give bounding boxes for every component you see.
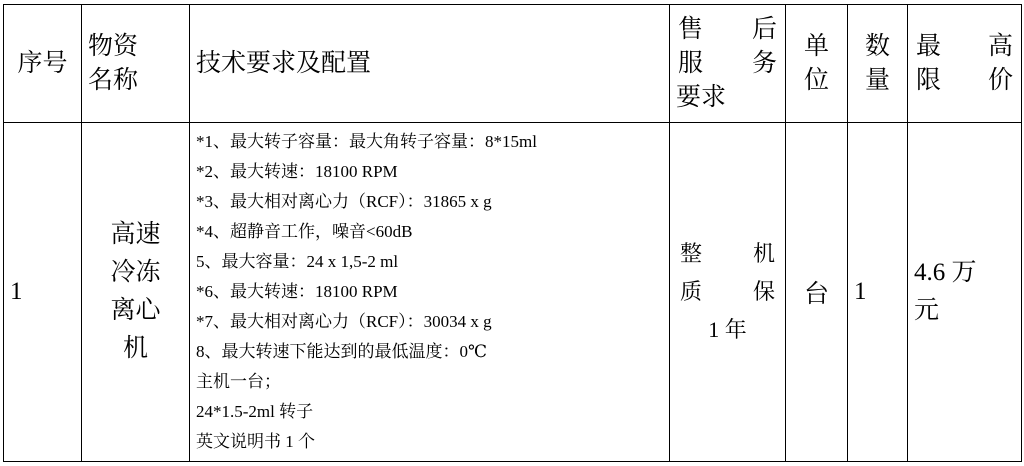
cell-unit: 台 [786,123,848,462]
item-name-line3: 离心 [110,297,161,324]
header-label-qty-line1: 数 [864,32,890,60]
header-label-max-price [914,30,1015,98]
header-cell-unit [786,5,848,123]
item-name-line1: 高速 [110,221,161,248]
header-cell-no [4,5,82,123]
header-cell-quantity [848,5,908,123]
header-label-price-line2: 限价 [916,66,1013,94]
header-label-price-line1: 最高 [916,32,1013,60]
specification-table [3,4,1022,462]
item-name-line4: 机 [122,335,148,362]
header-cell-max-price [908,5,1022,123]
max-price-stack [914,254,1015,330]
cell-technical-requirements [190,123,670,462]
after-sales-line1: 整机 [680,241,775,266]
header-label-unit-line1: 单 [803,32,829,60]
item-name-line2: 冷冻 [110,259,161,286]
tech-line-9: 主机一台； [196,372,281,391]
header-label-quantity [854,30,901,98]
table-header-row [4,5,1022,123]
tech-line-6: *6、最大转速：18100 RPM [196,282,398,301]
header-label-unit-line2: 位 [803,66,829,94]
document-page [0,4,1024,466]
after-sales-line2: 质保 [680,279,775,304]
cell-max-price [908,123,1022,462]
header-label-after-line2: 服务 [678,49,777,77]
tech-line-1: *1、最大转子容量：最大角转子容量：8*15ml [196,132,537,151]
tech-line-7: *7、最大相对离心力（RCF）：30034 x g [196,312,492,331]
tech-line-8: 8、最大转速下能达到的最低温度：0℃ [196,342,488,361]
cell-item-name [82,123,190,462]
tech-line-11: 英文说明书 1 个 [196,432,315,451]
header-label-name-line2: 名称 [88,66,139,94]
max-price-line2: 元 [914,297,940,324]
cell-row-number: 1 [4,123,82,462]
tech-line-5: 5、最大容量：24 x 1,5-2 ml [196,252,399,271]
header-label-name-line1: 物资 [88,32,139,60]
header-label-no: 序号 [17,49,68,77]
header-label-unit [792,30,841,98]
header-label-name [88,30,183,98]
table-row [4,123,1022,462]
header-cell-tech [190,5,670,123]
cell-quantity: 1 [848,123,908,462]
max-price-line1: 4.6 万 [914,259,977,286]
tech-line-3: *3、最大相对离心力（RCF）：31865 x g [196,192,492,211]
header-label-after-sales [676,13,779,115]
tech-line-10: 24*1.5-2ml 转子 [196,402,314,421]
header-label-qty-line2: 量 [864,66,890,94]
tech-line-2: *2、最大转速：18100 RPM [196,162,398,181]
header-cell-name [82,5,190,123]
after-sales-stack [676,235,779,349]
cell-after-sales [670,123,786,462]
header-cell-after-sales [670,5,786,123]
header-label-after-line3: 要求 [676,83,727,111]
header-label-tech: 技术要求及配置 [196,49,372,77]
after-sales-line3: 1 年 [708,317,747,342]
item-name-stack [88,216,183,368]
header-label-after-line1: 售后 [678,15,777,43]
tech-line-4: *4、超静音工作，噪音<60dB [196,222,413,241]
